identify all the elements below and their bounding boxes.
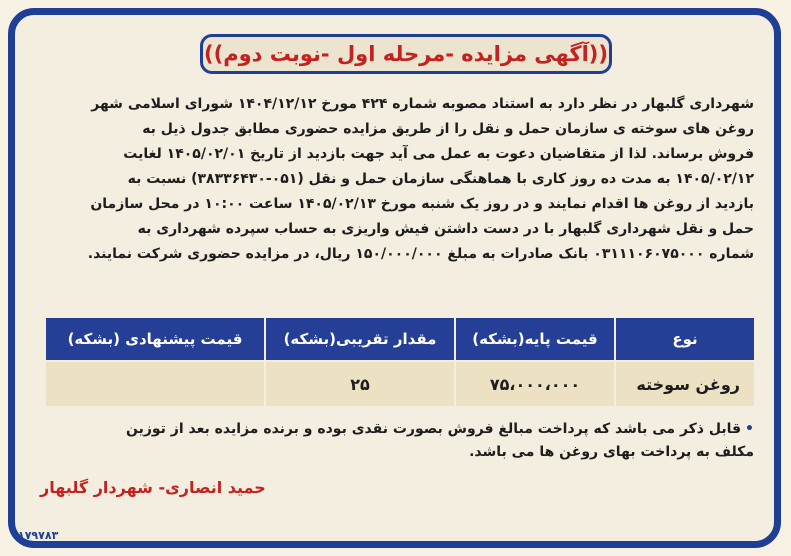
ad-note [44,418,754,464]
paragraph-line: شهرداری گلبهار در نظر دارد به استناد مصوبه شماره ۴۲۴ مورخ ۱۴۰۴/۱۲/۱۲ شورای اسلامی شهر [91,96,754,112]
note-line [44,418,754,441]
header-quantity: مقدار تقریبی(بشکه) [265,317,455,361]
paragraph-line: ۱۴۰۵/۰۲/۱۲ به مدت ده روز کاری با هماهنگی سازمان حمل و نقل (۰۵۱-۳۸۳۳۶۴۳۰) نسبت به [127,171,754,187]
note-line-text: قابل ذکر می باشد که پرداخت مبالغ فروش بصورت نقدی بوده و برنده مزایده بعد از توزین [125,421,742,437]
cell-base-price: ۷۵،۰۰۰،۰۰۰ [455,361,615,407]
bullet-icon: • [745,421,754,437]
table-header-row [45,317,755,361]
table-row [45,361,755,407]
paragraph-line: بازدید از روغن ها اقدام نمایند و در روز یک شنبه مورخ ۱۴۰۵/۰۲/۱۳ ساعت ۱۰:۰۰ در محل سازمان [90,196,754,212]
header-type: نوع [615,317,755,361]
paragraph-line: حمل و نقل شهرداری گلبهار با در دست داشتن فیش واریزی به حساب سپرده شهرداری به [137,221,754,237]
paragraph-line: روغن های سوخته ی سازمان حمل و نقل را از طریق مزایده حضوری مطابق جدول ذیل به [142,121,754,137]
paragraph-line: شماره ۰۳۱۱۱۰۶۰۷۵۰۰۰ بانک صادرات به مبلغ ۱۵۰/۰۰۰/۰۰۰ ریال، در مزایده حضوری شرکت نمایند. [87,246,754,262]
ad-paragraph [44,92,754,300]
ad-code: ۱۷۹۷۸۳ [18,529,59,542]
header-offer-price: قیمت پیشنهادی (بشکه) [45,317,265,361]
auction-table [44,316,756,408]
header-base-price: قیمت پایه(بشکه) [455,317,615,361]
ad-title: ((آگهی مزایده -مرحله اول -نوبت دوم)) [200,34,612,74]
note-line: مکلف به پرداخت بهای روغن ها می باشد. [469,444,754,460]
paragraph-line: فروش برساند. لذا از متقاضیان دعوت به عمل می آید جهت بازدید از تاریخ ۱۴۰۵/۰۲/۰۱ لغایت [123,146,754,162]
cell-offer-price [45,361,265,407]
cell-quantity: ۲۵ [265,361,455,407]
mayor-signature: حمید انصاری- شهردار گلبهار [40,478,266,497]
cell-type: روغن سوخته [615,361,755,407]
